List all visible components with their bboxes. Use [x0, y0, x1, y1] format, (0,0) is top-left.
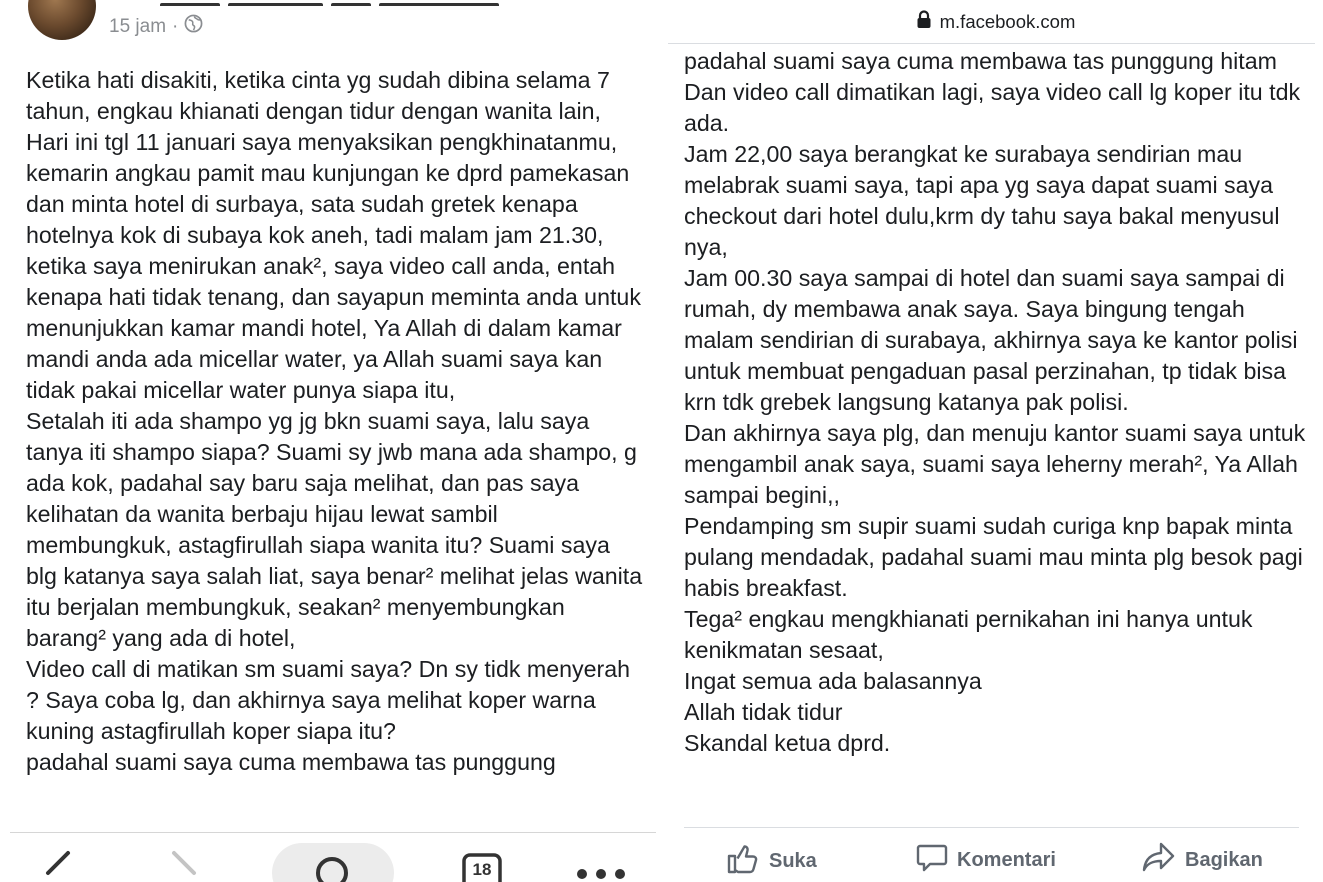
globe-icon: [184, 14, 203, 39]
share-icon: [1142, 841, 1176, 879]
post-paragraph: Skandal ketua dprd.: [684, 730, 891, 756]
share-label: Bagikan: [1185, 848, 1263, 871]
tabs-count: 18: [472, 860, 492, 879]
post-paragraph: Jam 22,00 saya berangkat ke surabaya sendirian mau melabrak suami saya, tapi apa yg saya dapat suami saya checkout dari hotel dulu,krm dy tahu saya bakal menyusul nya,: [684, 141, 1286, 260]
post-paragraph: Video call di matikan sm suami saya? Dn sy tidk menyerah ? Saya coba lg, dan akhirnya saya melihat koper warna kuning astagfirullah koper siapa itu?: [26, 656, 637, 744]
comment-icon: [916, 841, 948, 879]
forward-icon[interactable]: [168, 847, 202, 882]
post-paragraph: Tega² engkau mengkhianati pernikahan ini hanya untuk kenikmatan sesaat,: [684, 606, 1259, 663]
toolbar-divider: [10, 832, 656, 833]
like-button[interactable]: [726, 841, 817, 881]
post-time: 15 jam: [109, 15, 167, 37]
more-icon[interactable]: [574, 865, 628, 882]
post-paragraph: Hari ini tgl 11 januari saya menyaksikan pengkhinatanmu, kemarin angkau pamit mau kunjungan ke dprd pamekasan dan minta hotel di surbaya, sata sudah gretek kenapa hotelnya kok di subaya kok aneh, tadi malam jam 21.30, ketika saya menirukan anak², saya video call anda, entah kenapa hati tidak tenang, dan sayapun meminta anda untuk menunjukkan kamar mandi hotel, Ya Allah di dalam kamar mandi anda ada micellar water, ya Allah suami saya kan tidak pakai micellar water punya siapa itu,: [26, 129, 648, 403]
tabs-icon[interactable]: [460, 851, 504, 882]
address-bar[interactable]: [668, 0, 1323, 43]
left-screenshot: [0, 0, 660, 882]
post-paragraph: padahal suami saya cuma membawa tas punggung hitam Dan video call dimatikan lagi, saya video call lg koper itu tdk ada.: [684, 48, 1307, 136]
post-body-left: [26, 65, 649, 778]
post-paragraph: Allah tidak tidur: [684, 699, 843, 725]
comment-button[interactable]: [916, 841, 1056, 879]
post-paragraph: Dan akhirnya saya plg, dan menuju kantor suami saya untuk mengambil anak saya, suami saya leherny merah², Ya Allah sampai begini,,: [684, 420, 1312, 508]
post-actions-bar: [668, 835, 1323, 882]
post-paragraph: padahal suami saya cuma membawa tas punggung: [26, 749, 556, 775]
avatar[interactable]: [28, 0, 96, 40]
search-icon: [310, 851, 356, 882]
thumbs-up-icon: [726, 841, 760, 881]
meta-separator: ·: [172, 15, 179, 37]
post-paragraph: Ketika hati disakiti, ketika cinta yg sudah dibina selama 7 tahun, engkau khianati dengan tidur dengan wanita lain,: [26, 67, 617, 124]
actions-divider: [684, 827, 1299, 828]
comment-label: Komentari: [957, 848, 1056, 871]
address-bar-divider: [668, 43, 1315, 44]
post-paragraph: Ingat semua ada balasannya: [684, 668, 982, 694]
url-text: m.facebook.com: [939, 10, 1076, 32]
search-button[interactable]: [272, 843, 394, 882]
post-paragraph: Jam 00.30 saya sampai di hotel dan suami saya sampai di rumah, dy membawa anak saya. Saya bingung tengah malam sendirian di surabaya, akhirnya saya ke kantor polisi untuk membuat pengaduan pasal perzinahan, tp tidak bisa krn tdk grebek langsung katanya pak polisi.: [684, 265, 1304, 415]
post-body-right: [684, 46, 1314, 759]
right-screenshot: [668, 0, 1323, 882]
lock-icon: [916, 10, 932, 34]
browser-bottom-toolbar: [0, 835, 660, 882]
post-meta: [109, 14, 203, 39]
screenshot-separator: [660, 0, 668, 882]
cropped-author-name: [160, 0, 590, 6]
post-paragraph: Setalah iti ada shampo yg jg bkn suami saya, lalu saya tanya iti shampo siapa? Suami sy jwb mana ada shampo, g ada kok, padahal say baru saja melihat, dan pas saya kelihatan da wanita berbaju hijau lewat sambil membungkuk, astagfirullah siapa wanita itu? Suami saya blg katanya saya salah liat, saya benar² melihat jelas wanita itu berjalan membungkuk, seakan² menyembungkan barang² yang ada di hotel,: [26, 408, 649, 651]
share-button[interactable]: [1142, 841, 1263, 879]
back-icon[interactable]: [40, 847, 74, 882]
post-paragraph: Pendamping sm supir suami sudah curiga knp bapak minta pulang mendadak, padahal suami mau minta plg besok pagi habis breakfast.: [684, 513, 1310, 601]
like-label: Suka: [769, 849, 817, 872]
